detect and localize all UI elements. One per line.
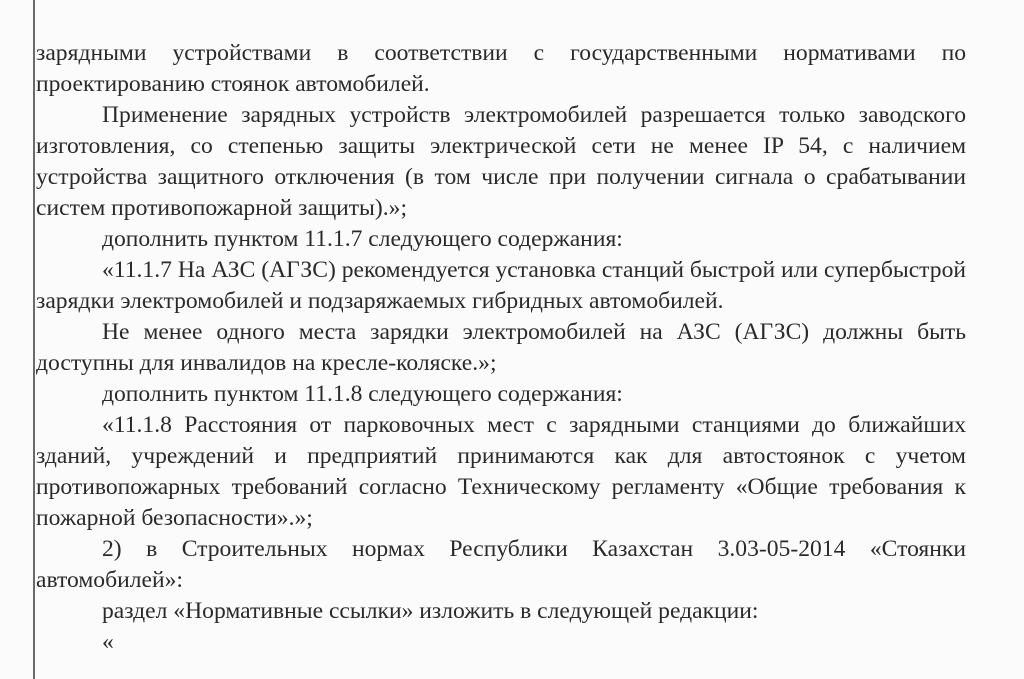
paragraph-cut-quote: « [102, 629, 114, 655]
document-body [36, 38, 966, 655]
paragraph-normative-references: раздел «Нормативные ссылки» изложить в следующей редакции: [102, 598, 759, 624]
paragraph-charging-devices: Применение зарядных устройств электромобилей разрешается только заводского изготовления, со степенью защиты электрической сети не менее IP 54, с наличием устройства защитного отключения (в том числе при получении сигнала о срабатывании систем противопожарной защиты).»; [36, 102, 966, 221]
paragraph-add-11-1-8: дополнить пунктом 11.1.8 следующего содержания: [102, 381, 623, 407]
paragraph-item-2: 2) в Строительных нормах Республики Казахстан 3.03-05-2014 «Стоянки автомобилей»: [36, 536, 966, 593]
paragraph-add-11-1-7: дополнить пунктом 11.1.7 следующего содержания: [102, 226, 623, 252]
left-margin-line [33, 0, 35, 679]
paragraph-11-1-7: «11.1.7 На АЗС (АГЗС) рекомендуется установка станций быстрой или супербыстрой зарядки электромобилей и подзаряжаемых гибридных автомобилей. [36, 257, 966, 314]
paragraph-disabled-access: Не менее одного места зарядки электромобилей на АЗС (АГЗС) должны быть доступны для инвалидов на кресле-коляске.»; [36, 319, 966, 376]
paragraph-continuation: зарядными устройствами в соответствии с государственными нормативами по проектированию стоянок автомобилей. [36, 40, 966, 97]
paragraph-11-1-8: «11.1.8 Расстояния от парковочных мест с зарядными станциями до ближайших зданий, учреждений и предприятий принимаются как для автостоянок с учетом противопожарных требований согласно Техническому регламенту «Общие требования к пожарной безопасности».»; [36, 412, 966, 531]
